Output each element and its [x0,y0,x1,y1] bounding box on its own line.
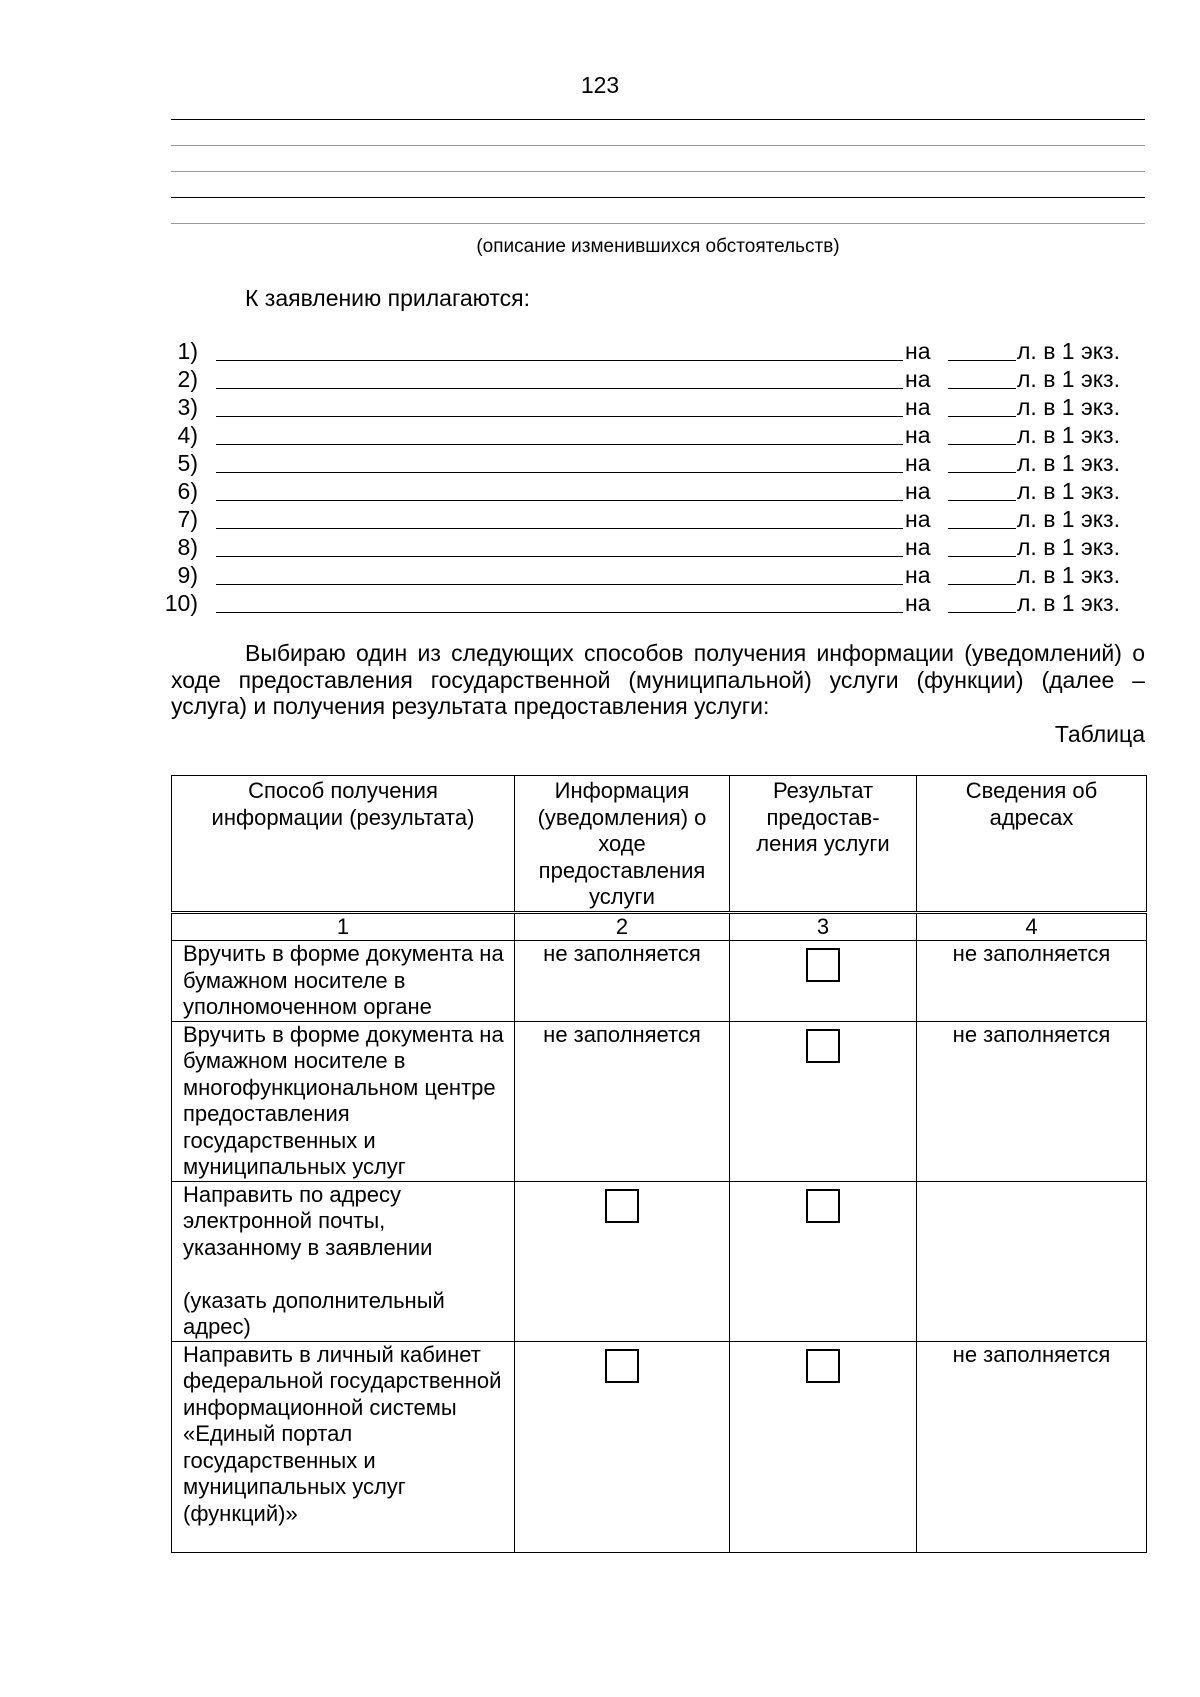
attachment-name-blank[interactable] [216,360,903,361]
info-cell: не заполняется [515,941,730,1022]
sheets-copies-label: л. в 1 экз. [1017,422,1120,448]
sheet-count-blank[interactable] [948,360,1016,361]
table-row [172,941,1147,1022]
attachment-row [0,589,1200,617]
result-checkbox[interactable] [806,1029,840,1063]
page-number: 123 [580,72,620,98]
attachment-row [0,421,1200,449]
sheets-copies-label: л. в 1 экз. [1017,394,1120,420]
result-cell [730,1181,917,1341]
attachment-number: 7) [177,506,198,532]
method-cell [172,1181,515,1341]
attachment-number: 8) [177,534,198,560]
attachment-row [0,533,1200,561]
table-row [172,1181,1147,1341]
sheets-copies-label: л. в 1 экз. [1017,338,1120,364]
attachment-row [0,337,1200,365]
attachment-on-label: на [905,422,931,448]
sheets-copies-label: л. в 1 экз. [1017,506,1120,532]
result-checkbox[interactable] [806,948,840,982]
sheet-count-blank[interactable] [948,528,1016,529]
attachment-name-blank[interactable] [216,584,903,585]
method-cell: Вручить в форме документа на бумажном носителе в многофункциональном центре предоставления государственных и муниципальных услуг [172,1021,515,1181]
attachment-number: 4) [177,422,198,448]
sheets-copies-label: л. в 1 экз. [1017,366,1120,392]
attachment-number: 1) [177,338,198,364]
attachment-number: 9) [177,562,198,588]
circumstances-caption: (описание изменившихся обстоятельств) [476,236,840,257]
column-numbers-row [172,912,1147,941]
sheet-count-blank[interactable] [948,556,1016,557]
header-method: Способ получения информации (результата) [172,776,515,913]
attachment-on-label: на [905,450,931,476]
table-header-row [172,776,1147,913]
sheet-count-blank[interactable] [948,500,1016,501]
result-checkbox[interactable] [806,1349,840,1383]
result-checkbox[interactable] [806,1189,840,1223]
attachment-number: 3) [177,394,198,420]
sheets-copies-label: л. в 1 экз. [1017,590,1120,616]
attachment-number: 5) [177,450,198,476]
attachment-row [0,505,1200,533]
address-cell: не заполняется [917,1341,1147,1552]
info-checkbox[interactable] [605,1189,639,1223]
attachments-list [0,337,1200,617]
address-cell[interactable] [917,1181,1147,1341]
attachment-on-label: на [905,562,931,588]
header-result: Результат предостав-ления услуги [730,776,917,913]
sheet-count-blank[interactable] [948,416,1016,417]
attachment-on-label: на [905,338,931,364]
attachment-name-blank[interactable] [216,444,903,445]
attachments-heading: К заявлению прилагаются: [245,285,531,311]
sheet-count-blank[interactable] [948,444,1016,445]
column-number: 4 [917,912,1147,941]
attachment-row [0,393,1200,421]
attachment-on-label: на [905,478,931,504]
attachment-on-label: на [905,394,931,420]
column-number: 3 [730,912,917,941]
attachment-on-label: на [905,590,931,616]
spacer [183,1261,506,1288]
attachment-row [0,365,1200,393]
attachment-name-blank[interactable] [216,528,903,529]
info-cell [515,1341,730,1552]
method-text: Направить по адресу электронной почты, указанному в заявлении [183,1181,433,1260]
attachment-row [0,561,1200,589]
info-checkbox[interactable] [605,1349,639,1383]
table-caption: Таблица [1054,721,1145,747]
attachment-number: 10) [164,590,198,616]
sheets-copies-label: л. в 1 экз. [1017,562,1120,588]
sheets-copies-label: л. в 1 экз. [1017,478,1120,504]
info-cell: не заполняется [515,1021,730,1181]
method-note: (указать дополнительный адрес) [183,1287,445,1339]
circumstances-line [171,145,1145,146]
method-cell: Вручить в форме документа на бумажном носителе в уполномоченном органе [172,941,515,1022]
attachment-number: 6) [177,478,198,504]
sheets-copies-label: л. в 1 экз. [1017,450,1120,476]
attachment-name-blank[interactable] [216,556,903,557]
result-cell [730,1341,917,1552]
table-row [172,1021,1147,1181]
sheet-count-blank[interactable] [948,472,1016,473]
circumstances-line [171,171,1145,172]
sheets-copies-label: л. в 1 экз. [1017,534,1120,560]
attachment-row [0,477,1200,505]
sheet-count-blank[interactable] [948,388,1016,389]
table-row [172,1341,1147,1552]
header-info: Информация (уведомления) о ходе предоставления услуги [515,776,730,913]
circumstances-line [171,119,1145,120]
method-cell: Направить в личный кабинет федеральной государственной информационной системы «Единый портал государственных и муниципальных услуг (функций)» [172,1341,515,1552]
circumstances-line [171,223,1145,224]
column-number: 1 [172,912,515,941]
header-address: Сведения об адресах [917,776,1147,913]
attachment-name-blank[interactable] [216,612,903,613]
intro-paragraph: Выбираю один из следующих способов получения информации (уведомлений) о ходе предоставления государственной (муниципальной) услуги (функции) (далее – услуга) и получения результата предоставления услуги: [171,640,1145,719]
address-cell: не заполняется [917,1021,1147,1181]
attachment-on-label: на [905,366,931,392]
attachment-name-blank[interactable] [216,416,903,417]
attachment-number: 2) [177,366,198,392]
address-cell: не заполняется [917,941,1147,1022]
sheet-count-blank[interactable] [948,584,1016,585]
attachment-name-blank[interactable] [216,388,903,389]
attachment-on-label: на [905,506,931,532]
attachment-name-blank[interactable] [216,472,903,473]
info-cell [515,1181,730,1341]
delivery-methods-table [171,775,1147,1553]
result-cell [730,1021,917,1181]
attachment-row [0,449,1200,477]
circumstances-line [171,197,1145,198]
sheet-count-blank[interactable] [948,612,1016,613]
result-cell [730,941,917,1022]
attachment-name-blank[interactable] [216,500,903,501]
column-number: 2 [515,912,730,941]
attachment-on-label: на [905,534,931,560]
